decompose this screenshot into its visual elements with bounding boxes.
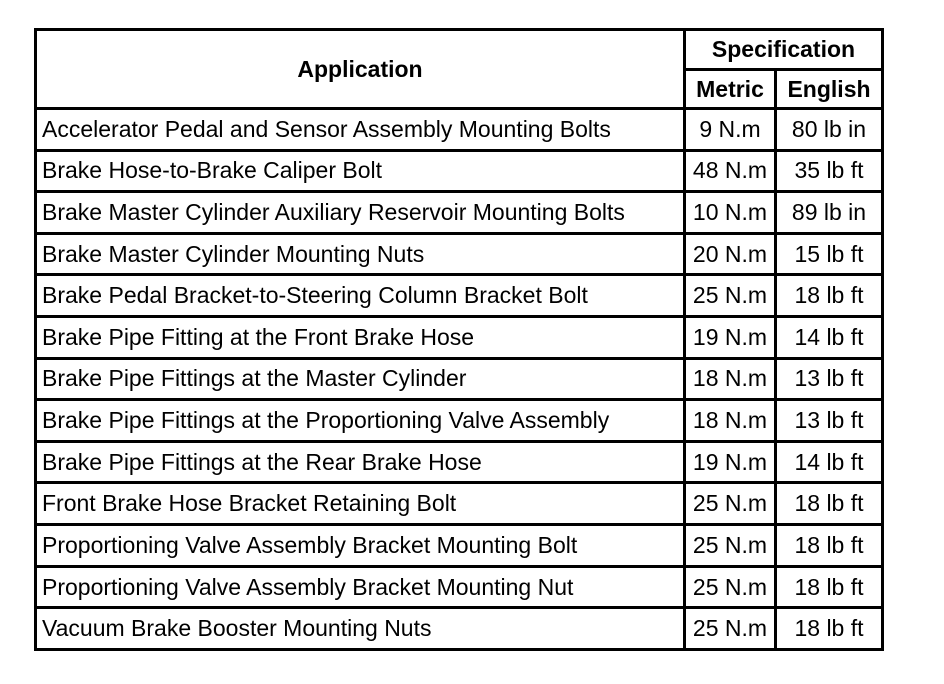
english-cell: 13 lb ft (776, 400, 883, 442)
application-cell: Brake Master Cylinder Auxiliary Reservoir Mounting Bolts (36, 192, 685, 234)
english-cell: 18 lb ft (776, 483, 883, 525)
metric-cell: 10 N.m (685, 192, 776, 234)
torque-spec-table (34, 28, 884, 651)
table-row (36, 150, 883, 192)
metric-cell: 9 N.m (685, 109, 776, 151)
application-cell: Brake Pedal Bracket-to-Steering Column Bracket Bolt (36, 275, 685, 317)
metric-cell: 25 N.m (685, 566, 776, 608)
metric-header: Metric (685, 70, 776, 109)
application-cell: Vacuum Brake Booster Mounting Nuts (36, 608, 685, 650)
application-cell: Proportioning Valve Assembly Bracket Mounting Bolt (36, 525, 685, 567)
english-cell: 35 lb ft (776, 150, 883, 192)
application-cell: Brake Master Cylinder Mounting Nuts (36, 233, 685, 275)
table-row (36, 525, 883, 567)
application-cell: Brake Pipe Fittings at the Master Cylinder (36, 358, 685, 400)
metric-cell: 25 N.m (685, 483, 776, 525)
application-cell: Brake Hose-to-Brake Caliper Bolt (36, 150, 685, 192)
application-cell: Accelerator Pedal and Sensor Assembly Mounting Bolts (36, 109, 685, 151)
application-cell: Brake Pipe Fitting at the Front Brake Hose (36, 317, 685, 359)
application-cell: Proportioning Valve Assembly Bracket Mounting Nut (36, 566, 685, 608)
metric-cell: 25 N.m (685, 275, 776, 317)
english-cell: 80 lb in (776, 109, 883, 151)
application-cell: Front Brake Hose Bracket Retaining Bolt (36, 483, 685, 525)
table-row (36, 441, 883, 483)
metric-cell: 19 N.m (685, 317, 776, 359)
application-header: Application (36, 30, 685, 109)
table-row (36, 566, 883, 608)
table-row (36, 608, 883, 650)
english-cell: 15 lb ft (776, 233, 883, 275)
header-row-top (36, 30, 883, 70)
table-row (36, 275, 883, 317)
english-cell: 18 lb ft (776, 608, 883, 650)
metric-cell: 25 N.m (685, 608, 776, 650)
english-cell: 89 lb in (776, 192, 883, 234)
english-header: English (776, 70, 883, 109)
table-row (36, 483, 883, 525)
english-cell: 18 lb ft (776, 275, 883, 317)
english-cell: 18 lb ft (776, 566, 883, 608)
table-row (36, 358, 883, 400)
english-cell: 14 lb ft (776, 441, 883, 483)
metric-cell: 20 N.m (685, 233, 776, 275)
table-row (36, 400, 883, 442)
table-row (36, 233, 883, 275)
metric-cell: 18 N.m (685, 400, 776, 442)
specification-header: Specification (685, 30, 883, 70)
table-row (36, 109, 883, 151)
metric-cell: 25 N.m (685, 525, 776, 567)
application-cell: Brake Pipe Fittings at the Proportioning Valve Assembly (36, 400, 685, 442)
metric-cell: 19 N.m (685, 441, 776, 483)
application-cell: Brake Pipe Fittings at the Rear Brake Hose (36, 441, 685, 483)
table-row (36, 192, 883, 234)
metric-cell: 48 N.m (685, 150, 776, 192)
table-row (36, 317, 883, 359)
metric-cell: 18 N.m (685, 358, 776, 400)
english-cell: 14 lb ft (776, 317, 883, 359)
english-cell: 18 lb ft (776, 525, 883, 567)
english-cell: 13 lb ft (776, 358, 883, 400)
